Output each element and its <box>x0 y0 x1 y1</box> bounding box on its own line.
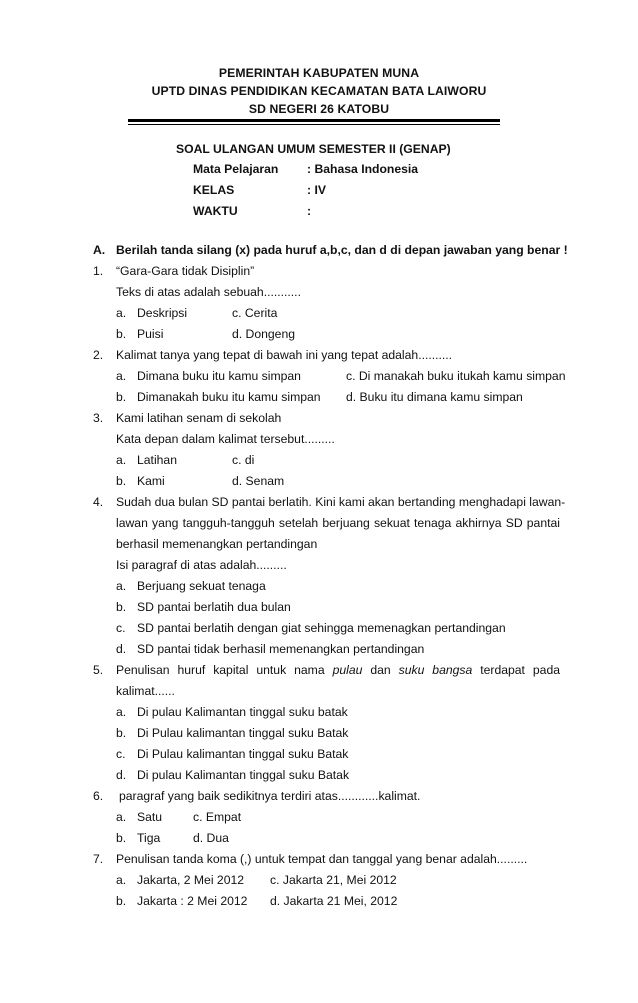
q6-option-b-letter: b. <box>116 831 127 845</box>
q5-text-line2: kalimat...... <box>116 684 175 698</box>
q6-option-a-letter: a. <box>116 810 127 824</box>
q2-option-d: d. Buku itu dimana kamu simpan <box>346 390 523 404</box>
q1-text-line1: “Gara-Gara tidak Disiplin” <box>116 264 255 278</box>
q3-text-line2: Kata depan dalam kalimat tersebut......... <box>116 432 335 446</box>
q6-option-a: Satu <box>137 810 163 824</box>
header-government: PEMERINTAH KABUPATEN MUNA <box>218 66 420 80</box>
q4-text-line1: Sudah dua bulan SD pantai berlatih. Kini kami akan bertanding menghadapi lawan- <box>116 495 566 509</box>
header-school: SD NEGERI 26 KATOBU <box>248 102 390 116</box>
q5-option-a: Di pulau Kalimantan tinggal suku batak <box>137 705 348 719</box>
q5-text-line1 <box>116 663 560 677</box>
q2-option-b: Dimanakah buku itu kamu simpan <box>137 390 321 404</box>
q5-option-d-letter: d. <box>116 768 127 782</box>
q7-option-b-letter: b. <box>116 894 127 908</box>
q2-option-c: c. Di manakah buku itukah kamu simpan <box>346 369 566 383</box>
q4-option-d-letter: d. <box>116 642 127 656</box>
q5-word: huruf <box>177 663 206 677</box>
field-value-class: : IV <box>307 183 326 197</box>
q4-option-c-letter: c. <box>116 621 126 635</box>
q1-text-line2: Teks di atas adalah sebuah........... <box>116 285 301 299</box>
q4-option-b-letter: b. <box>116 600 127 614</box>
header-department: UPTD DINAS PENDIDIKAN KECAMATAN BATA LAIWORU <box>151 84 487 98</box>
q1-number: 1. <box>93 264 104 278</box>
q4-option-a-letter: a. <box>116 579 127 593</box>
q5-option-d: Di pulau Kalimantan tinggal suku Batak <box>137 768 350 782</box>
q5-option-c-letter: c. <box>116 747 126 761</box>
q3-text-line1: Kami latihan senam di sekolah <box>116 411 282 425</box>
q5-word: terdapat <box>480 663 525 677</box>
q7-option-c: c. Jakarta 21, Mei 2012 <box>270 873 397 887</box>
header-rule-thick <box>128 119 500 122</box>
q3-option-b-letter: b. <box>116 474 127 488</box>
q5-option-b: Di Pulau kalimantan tinggal suku Batak <box>137 726 349 740</box>
q7-option-a-letter: a. <box>116 873 127 887</box>
q4-option-d: SD pantai tidak berhasil memenangkan pertandingan <box>137 642 425 656</box>
q5-option-b-letter: b. <box>116 726 127 740</box>
q2-option-a: Dimana buku itu kamu simpan <box>137 369 301 383</box>
q7-option-b: Jakarta : 2 Mei 2012 <box>137 894 248 908</box>
q6-option-b: Tiga <box>137 831 161 845</box>
q1-option-b: Puisi <box>137 327 164 341</box>
q5-word: untuk <box>256 663 287 677</box>
q2-option-a-letter: a. <box>116 369 127 383</box>
q7-option-d: d. Jakarta 21 Mei, 2012 <box>270 894 398 908</box>
exam-title: SOAL ULANGAN UMUM SEMESTER II (GENAP) <box>176 142 451 156</box>
q4-number: 4. <box>93 495 104 509</box>
section-a-instruction: Berilah tanda silang (x) pada huruf a,b,c, dan d di depan jawaban yang benar ! <box>116 243 568 257</box>
q4-option-a: Berjuang sekuat tenaga <box>137 579 266 593</box>
q6-text-line1: paragraf yang baik sedikitnya terdiri atas............kalimat. <box>119 789 421 803</box>
field-value-subject: : Bahasa Indonesia <box>307 162 419 176</box>
field-label-subject: Mata Pelajaran <box>193 162 279 176</box>
q3-option-b: Kami <box>137 474 165 488</box>
q5-option-c: Di Pulau kalimantan tinggal suku Batak <box>137 747 349 761</box>
q5-word: Penulisan <box>116 663 170 677</box>
q1-option-b-letter: b. <box>116 327 127 341</box>
q1-option-d: d. Dongeng <box>232 327 296 341</box>
q5-word: nama <box>294 663 325 677</box>
q3-option-c: c. di <box>232 453 255 467</box>
q3-option-a: Latihan <box>137 453 177 467</box>
q2-number: 2. <box>93 348 104 362</box>
q5-word-italic: suku bangsa <box>398 663 473 677</box>
q7-option-a: Jakarta, 2 Mei 2012 <box>137 873 245 887</box>
q1-option-a: Deskripsi <box>137 306 188 320</box>
q7-number: 7. <box>93 852 104 866</box>
q3-option-a-letter: a. <box>116 453 127 467</box>
q5-number: 5. <box>93 663 104 677</box>
q4-text-line2: lawan yang tangguh-tangguh setelah berjuang sekuat tenaga akhirnya SD pantai <box>116 516 560 530</box>
q3-option-d: d. Senam <box>232 474 285 488</box>
q4-option-b: SD pantai berlatih dua bulan <box>137 600 291 614</box>
q6-number: 6. <box>93 789 104 803</box>
q4-text-line3: berhasil memenangkan pertandingan <box>116 537 318 551</box>
q2-text-line1: Kalimat tanya yang tepat di bawah ini yang tepat adalah.......... <box>116 348 453 362</box>
q4-text-line4: Isi paragraf di atas adalah......... <box>116 558 287 572</box>
q1-option-a-letter: a. <box>116 306 127 320</box>
q5-word: kapital <box>213 663 249 677</box>
q1-option-c: c. Cerita <box>232 306 278 320</box>
field-label-time: WAKTU <box>193 204 238 218</box>
q2-option-b-letter: b. <box>116 390 127 404</box>
q5-word: dan <box>370 663 391 677</box>
q7-text-line1: Penulisan tanda koma (,) untuk tempat dan tanggal yang benar adalah......... <box>116 852 528 866</box>
header-rule-thin <box>128 124 500 125</box>
q5-option-a-letter: a. <box>116 705 127 719</box>
section-a-letter: A. <box>93 243 106 257</box>
q5-word-italic: pulau <box>332 663 363 677</box>
field-label-class: KELAS <box>193 183 235 197</box>
q5-word: pada <box>532 663 561 677</box>
q3-number: 3. <box>93 411 104 425</box>
field-value-time: : <box>307 204 312 218</box>
q6-option-d: d. Dua <box>193 831 229 845</box>
q4-option-c: SD pantai berlatih dengan giat sehingga memenagkan pertandingan <box>137 621 506 635</box>
q6-option-c: c. Empat <box>193 810 242 824</box>
